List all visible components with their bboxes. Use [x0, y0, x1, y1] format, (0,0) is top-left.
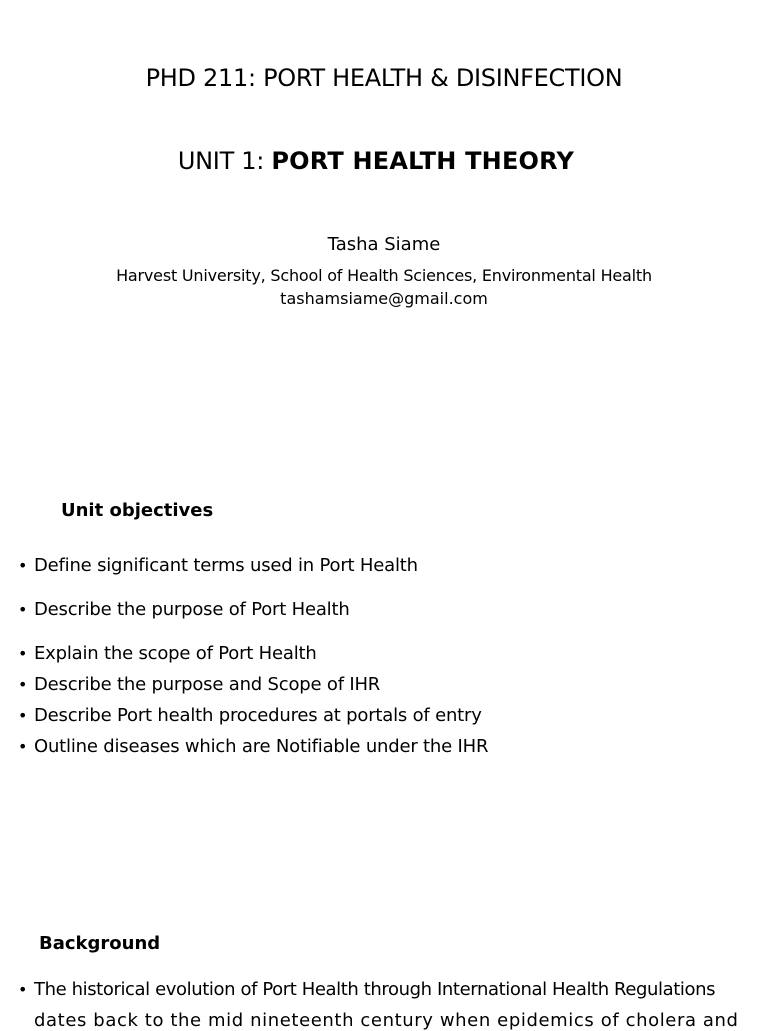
objective-text: Explain the scope of Port Health — [34, 643, 317, 664]
unit-title — [0, 147, 752, 175]
objective-text: Describe Port health procedures at portals of entry — [34, 705, 482, 726]
course-title: PHD 211: PORT HEALTH & DISINFECTION — [145, 64, 623, 92]
author-affiliation: Harvest University, School of Health Sciences, Environmental Health — [116, 266, 652, 285]
objective-text: Describe the purpose and Scope of IHR — [34, 674, 381, 695]
background-heading: Background — [39, 933, 161, 954]
objective-item — [18, 643, 317, 664]
objective-text: Describe the purpose of Port Health — [34, 599, 350, 620]
bullet-icon: • — [18, 556, 28, 575]
bullet-icon: • — [18, 675, 28, 694]
unit-prefix: UNIT 1: — [177, 147, 265, 175]
unit-name: PORT HEALTH THEORY — [271, 147, 575, 175]
background-paragraph-text: The historical evolution of Port Health through International Health Regulations — [34, 979, 716, 1000]
bullet-icon: • — [18, 980, 28, 999]
bullet-icon: • — [18, 706, 28, 725]
objective-item — [18, 555, 418, 576]
objective-item — [18, 736, 488, 757]
objective-text: Define significant terms used in Port Health — [34, 555, 418, 576]
bullet-icon: • — [18, 644, 28, 663]
bullet-icon: • — [18, 600, 28, 619]
objective-text: Outline diseases which are Notifiable under the IHR — [34, 736, 489, 757]
objectives-heading: Unit objectives — [61, 500, 214, 521]
objective-item — [18, 599, 350, 620]
objective-item — [18, 674, 380, 695]
author-email: tashamsiame@gmail.com — [280, 289, 488, 308]
background-paragraph-continuation: dates back to the mid nineteenth century when epidemics of cholera and — [34, 1010, 739, 1031]
bullet-icon: • — [18, 737, 28, 756]
objective-item — [18, 705, 482, 726]
author-name: Tasha Siame — [327, 234, 441, 255]
background-paragraph-line — [18, 979, 766, 1000]
